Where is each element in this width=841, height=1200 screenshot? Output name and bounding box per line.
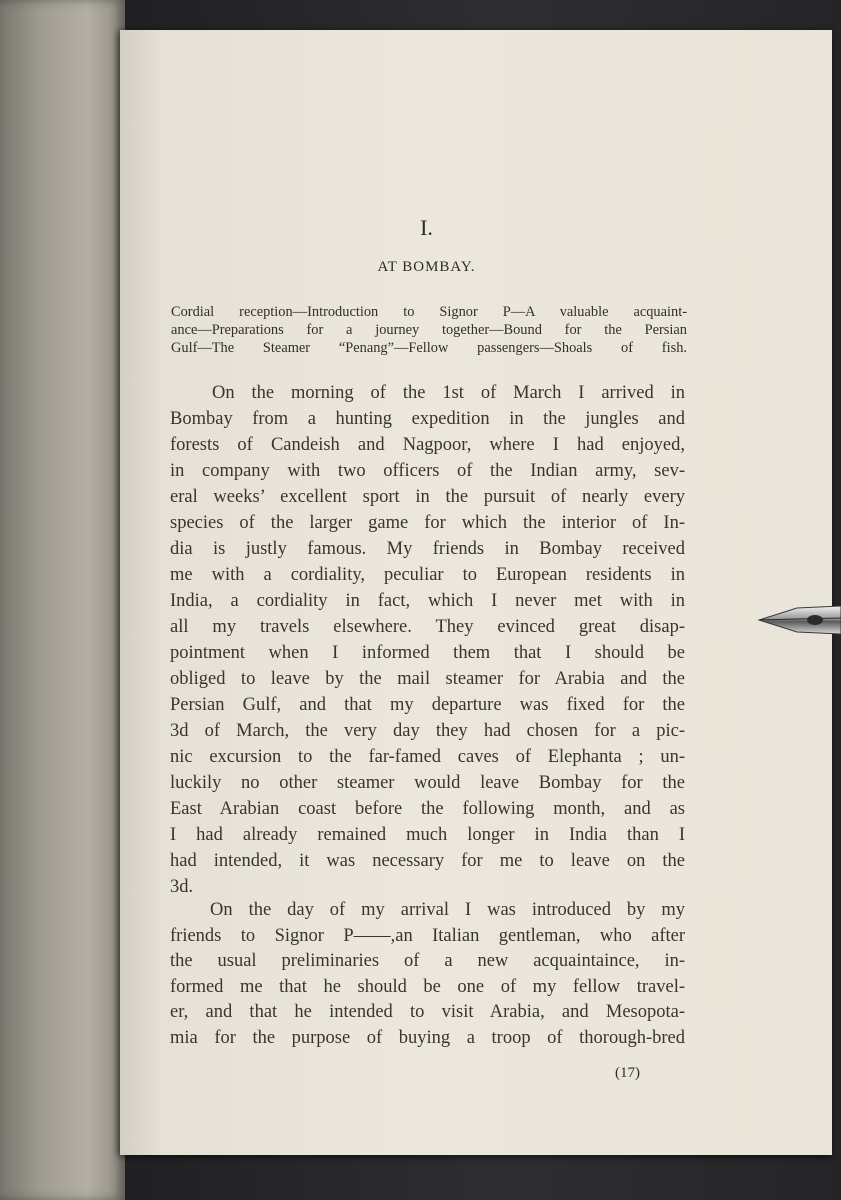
text-line: mia for the purpose of buying a troop of thorough-bred <box>170 1027 685 1048</box>
text-line: obliged to leave by the mail steamer for Arabia and the <box>170 669 685 689</box>
text-line: pointment when I informed them that I should be <box>170 643 685 663</box>
page-number: (17) <box>615 1065 640 1081</box>
chapter-number: I. <box>420 215 433 240</box>
text-line: dia is justly famous. My friends in Bombay received <box>170 539 685 559</box>
text-line: India, a cordiality in fact, which I never met with in <box>170 591 685 611</box>
text-line: er, and that he intended to visit Arabia, and Mesopota- <box>170 1002 685 1022</box>
text-line: Persian Gulf, and that my departure was fixed for the <box>170 695 685 715</box>
paragraph-2 <box>170 898 685 1051</box>
facing-page-edge <box>0 0 125 1200</box>
text-line: 3d. <box>170 877 194 897</box>
text-line: had intended, it was necessary for me to leave on the <box>170 851 685 871</box>
text-line: me with a cordiality, peculiar to European residents in <box>170 565 685 585</box>
text-line: the usual preliminaries of a new acquaintaince, in- <box>170 951 685 971</box>
text-line: East Arabian coast before the following month, and as <box>170 799 685 819</box>
text-line: luckily no other steamer would leave Bombay for the <box>170 773 685 793</box>
text-line: species of the larger game for which the interior of In- <box>170 513 685 533</box>
text-line: nic excursion to the far-famed caves of Elephanta ; un- <box>170 747 685 767</box>
text-line: eral weeks’ excellent sport in the pursuit of nearly every <box>170 487 685 507</box>
summary-line: Gulf—The Steamer “Penang”—Fellow passengers—Shoals of fish. <box>171 340 687 356</box>
text-line: all my travels elsewhere. They evinced great disap- <box>170 617 685 637</box>
text-line: formed me that he should be one of my fellow travel- <box>170 976 685 997</box>
text-line: On the morning of the 1st of March I arrived in <box>212 383 685 403</box>
summary-line: ance—Preparations for a journey together—Bound for the Persian <box>171 322 687 338</box>
chapter-summary <box>171 303 687 357</box>
text-line: On the day of my arrival I was introduced by my <box>210 900 685 920</box>
paragraph-1 <box>170 380 685 900</box>
text-line: forests of Candeish and Nagpoor, where I had enjoyed, <box>170 435 685 455</box>
text-line: in company with two officers of the Indian army, sev- <box>170 461 685 481</box>
text-line: Bombay from a hunting expedition in the jungles and <box>170 409 685 429</box>
text-line: I had already remained much longer in India than I <box>170 825 685 845</box>
text-line: 3d of March, the very day they had chosen for a pic- <box>170 721 685 741</box>
text-line: friends to Signor P——,an Italian gentleman, who after <box>170 925 685 946</box>
chapter-title: AT BOMBAY. <box>377 259 476 275</box>
pen-pointer-icon <box>757 602 841 638</box>
summary-line: Cordial reception—Introduction to Signor P—A valuable acquaint- <box>171 304 687 320</box>
